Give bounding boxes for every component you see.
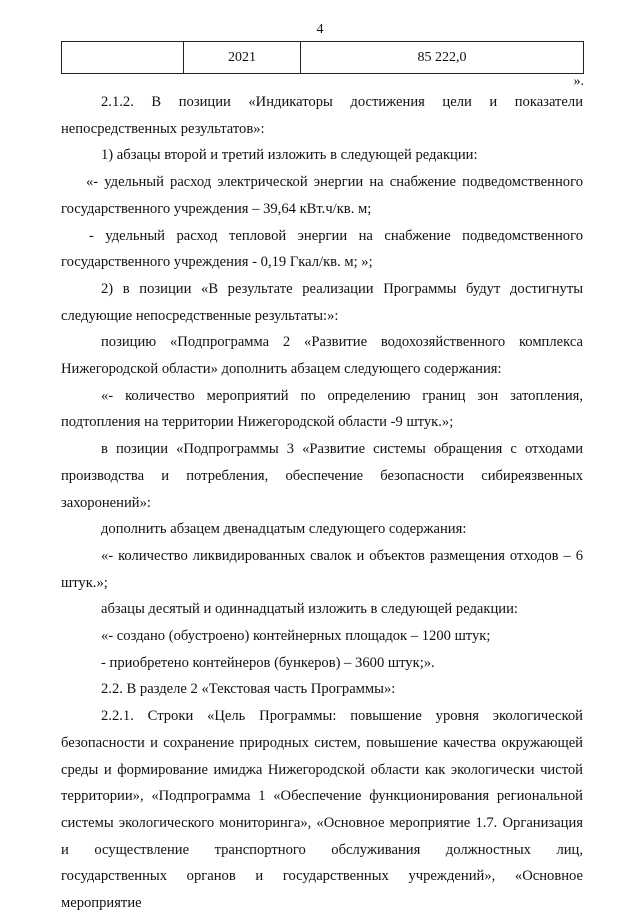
table-cell-year: 2021: [184, 42, 301, 74]
paragraph: абзацы десятый и одиннадцатый изложить в следующей редакции:: [101, 601, 518, 618]
paragraph: 2.1.2. В позиции «Индикаторы достижения цели и показатели непосредственных результатов»:: [61, 94, 583, 137]
table-cell-amount: 85 222,0: [301, 42, 584, 74]
paragraph: позицию «Подпрограмма 2 «Развитие водохозяйственного комплекса Нижегородской области» дополнить абзацем следующего содержания:: [61, 334, 583, 378]
closing-quote: ».: [573, 74, 584, 89]
budget-table: [61, 41, 584, 74]
page-number: 4: [316, 22, 324, 37]
table-row: [62, 42, 584, 74]
paragraph: дополнить абзацем двенадцатым следующего содержания:: [101, 521, 467, 538]
paragraph: 2.2. В разделе 2 «Текстовая часть Программы»:: [101, 681, 396, 698]
paragraph: «- удельный расход электрической энергии на снабжение подведомственного государственного учреждения – 39,64 кВт.ч/кв. м;: [61, 174, 583, 217]
paragraph: «- создано (обустроено) контейнерных площадок – 1200 штук;: [101, 628, 491, 645]
paragraph: - удельный расход тепловой энергии на снабжение подведомственного государственного учреждения - 0,19 Гкал/кв. м; »;: [61, 227, 583, 271]
table-cell: [62, 42, 184, 74]
paragraph: «- количество мероприятий по определению границ зон затопления, подтопления на территории Нижегородской области -9 штук.»;: [61, 387, 583, 431]
paragraph: 2) в позиции «В результате реализации Программы будут достигнуты следующие непосредственные результаты:»:: [61, 280, 583, 324]
document-body: [61, 89, 583, 917]
paragraph: - приобретено контейнеров (бункеров) – 3600 штук;».: [101, 654, 435, 671]
paragraph: «- количество ликвидированных свалок и объектов размещения отходов – 6 штук.»;: [61, 547, 583, 591]
paragraph: в позиции «Подпрограммы 3 «Развитие системы обращения с отходами производства и потребления, обеспечение безопасности сибиреязвенных захоронений»:: [61, 441, 583, 511]
paragraph: 1) абзацы второй и третий изложить в следующей редакции:: [101, 147, 478, 164]
paragraph: 2.2.1. Строки «Цель Программы: повышение уровня экологической безопасности и сохранение природных систем, повышение качества окружающей среды и формирование имиджа Нижегородской области как экологически чистой территории», «Подпрограмма 1 «Обеспечение функционирования региональной системы экологического мониторинга», «Основное мероприятие 1.7. Организация и осуществление транспортного обслуживания должностных лиц, государственных органов и государственных учреждений», «Основное мероприятие: [61, 708, 583, 912]
